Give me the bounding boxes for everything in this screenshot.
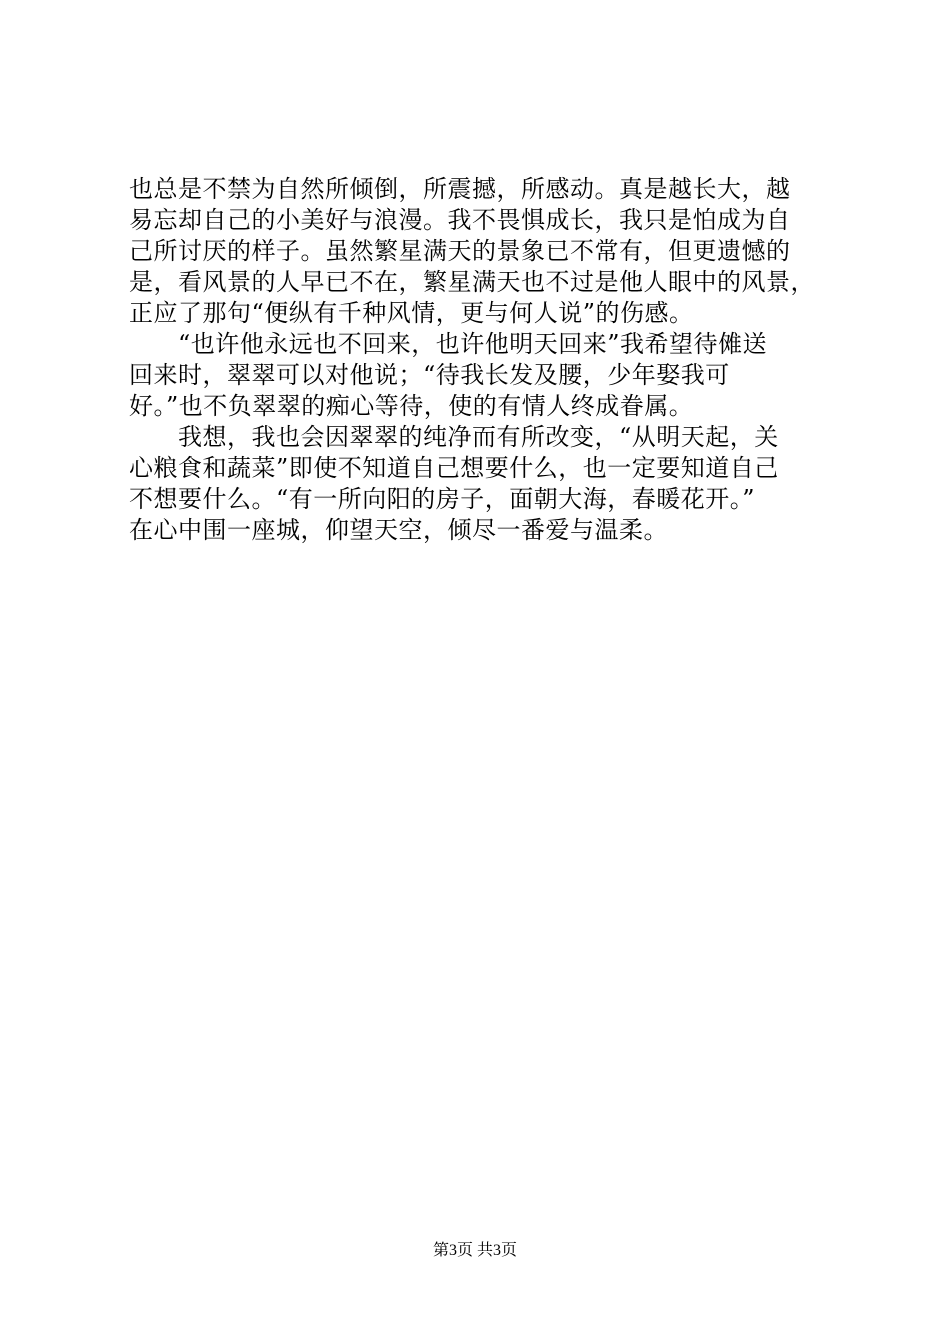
text-line: “也许他永远也不回来，也许他明天回来”我希望待傩送 bbox=[129, 330, 768, 358]
text-line: 也总是不禁为自然所倾倒，所震撼，所感动。真是越长大，越 bbox=[129, 175, 791, 203]
text-line: 不想要什么。“有一所向阳的房子，面朝大海，春暖花开。” bbox=[129, 485, 756, 513]
text-line: 在心中围一座城，仰望天空，倾尽一番爱与温柔。 bbox=[129, 516, 668, 544]
text-line: 是，看风景的人早已不在，繁星满天也不过是他人眼中的风景， bbox=[129, 268, 815, 296]
page-footer bbox=[0, 1241, 950, 1261]
text-line: 我想，我也会因翠翠的纯净而有所改变，“从明天起，关 bbox=[129, 423, 779, 451]
text-line: 正应了那句“便纵有千种风情，更与何人说”的伤感。 bbox=[129, 299, 694, 327]
text-line: 易忘却自己的小美好与浪漫。我不畏惧成长，我只是怕成为自 bbox=[129, 206, 791, 234]
text-line: 回来时，翠翠可以对他说；“待我长发及腰，少年娶我可 bbox=[129, 361, 730, 389]
text-line: 好。”也不负翠翠的痴心等待，使的有情人终成眷属。 bbox=[129, 392, 694, 420]
text-line: 心粮食和蔬菜”即使不知道自己想要什么，也一定要知道自己 bbox=[129, 454, 779, 482]
body-text bbox=[129, 174, 835, 546]
text-line: 己所讨厌的样子。虽然繁星满天的景象已不常有，但更遗憾的 bbox=[129, 237, 791, 265]
page-number: 第3页 共3页 bbox=[432, 1242, 517, 1259]
